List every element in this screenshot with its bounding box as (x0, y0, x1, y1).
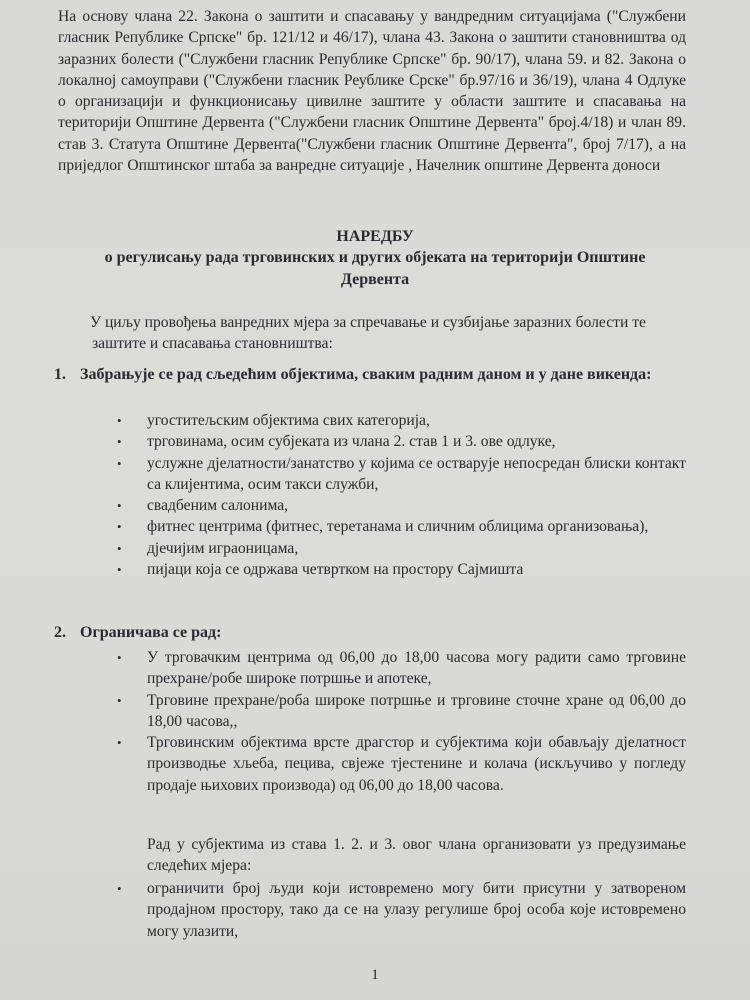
section-2-measures-intro: Рад у субјектима из става 1. 2. и 3. овог члана организовати уз предузимање следећих мјера: (147, 836, 686, 875)
list-item-text: угоститељским објектима свих категорија, (147, 412, 430, 429)
section-2-title (54, 623, 686, 643)
bullet-icon: • (117, 735, 122, 751)
bullet-icon: • (117, 413, 122, 428)
list-item-text: У трговачким центрима од 06,00 до 18,00 часова могу радити само трговине прехране/робе широке потршње и апотеке, (147, 649, 686, 688)
list-item (117, 732, 686, 796)
list-item (117, 453, 686, 496)
bullet-icon: • (117, 498, 122, 514)
document-subtitle-line1: о регулисању рада трговинских и других објеката на територији Општине (104, 249, 646, 266)
bullet-icon: • (117, 434, 122, 450)
list-item-text: трговинама, осим субјеката из члана 2. став 1 и 3. ове одлуке, (147, 433, 556, 451)
bullet-icon: • (117, 455, 122, 471)
section-2-number: 2. (54, 624, 66, 641)
section-1-number: 1. (54, 366, 66, 383)
section-1-list (117, 410, 686, 580)
list-item (117, 495, 686, 516)
bullet-icon: • (117, 650, 122, 665)
page-number: 1 (371, 967, 379, 983)
bullet-icon: • (117, 881, 122, 896)
document-subtitle-line2: Дервента (340, 271, 410, 288)
section-1-title (54, 365, 686, 385)
list-item-text: услужне дјелатности/занатство у којима се остварује непосредан блиски контакт са клијентима, осим такси служби, (147, 454, 686, 493)
list-item (117, 647, 686, 690)
list-item-text: ограничити број људи који истовремено могу бити присутни у затвореном продајном простору, тако да се на улазу регулише број особа које истовремено могу улазити, (147, 880, 686, 940)
document-title: НАРЕДБУ (336, 228, 414, 245)
bullet-icon: • (117, 692, 122, 708)
preamble-paragraph: У циљу провођења ванредних мјера за спречавање и сузбијање заразних болести те заштите и спасавања становништва: (90, 314, 646, 353)
bullet-icon: • (117, 562, 122, 578)
list-item-text: дјечијим играоницама, (147, 539, 299, 557)
list-item (117, 516, 686, 537)
bullet-icon: • (117, 540, 122, 556)
list-item-text: фитнес центрима (фитнес, теретанама и сличним облицима организовања), (147, 518, 649, 536)
list-item (117, 690, 686, 733)
section-2-measures-list (117, 878, 686, 942)
list-item-text: Трговине прехране/роба широке потршње и трговине сточне хране од 06,00 до 18,00 часова,, (147, 691, 686, 730)
list-item (117, 538, 686, 559)
list-item-text: свадбеним салонима, (147, 497, 289, 515)
section-1-title-text: Забрањује се рад сљедећим објектима, сваким радним даном и у дане викенда: (80, 366, 652, 383)
list-item (117, 559, 686, 580)
bullet-icon: • (117, 519, 122, 535)
list-item (117, 410, 686, 431)
list-item (117, 431, 686, 452)
section-2-list (117, 647, 686, 796)
intro-paragraph: На основу члана 22. Закона о заштити и спасавању у вандредним ситуацијама ("Службени гласник Републике Српске" бр. 121/12 и 46/17), члана 43. Закона о заштити становништва од заразних болести ("Службени гласник Републике Српске" бр. 90/17), члана 59. и 82. Закона о локалној самоуправи ("Службени гласник Реублике Срске" бр.97/16 и 36/19), члана 4 Одлуке о организацији и функционисању цивилне заштите у области заштите и спасавања на територији Општине Дервента ("Службени гласник Општине Дервента" број.4/18) и члан 89. став 3. Статута Општине Дервента("Службени гласник Општине Дервента", број 7/17), а на приједлог Општинског штаба за ванредне ситуације , Начелник општине Дервента доноси (58, 8, 686, 175)
list-item-text: Трговинским објектима врсте драгстор и субјектима који обављају дјелатност производње хљеба, пецива, свјеже тјестенине и колача (искључиво у погледу продаје њихових производа) од 06,00 до 18,00 часова. (147, 734, 686, 794)
list-item (117, 878, 686, 942)
list-item-text: пијаци која се одржава четвртком на простору Сајмишта (147, 561, 524, 579)
section-2-title-text: Ограничава се рад: (80, 624, 222, 641)
